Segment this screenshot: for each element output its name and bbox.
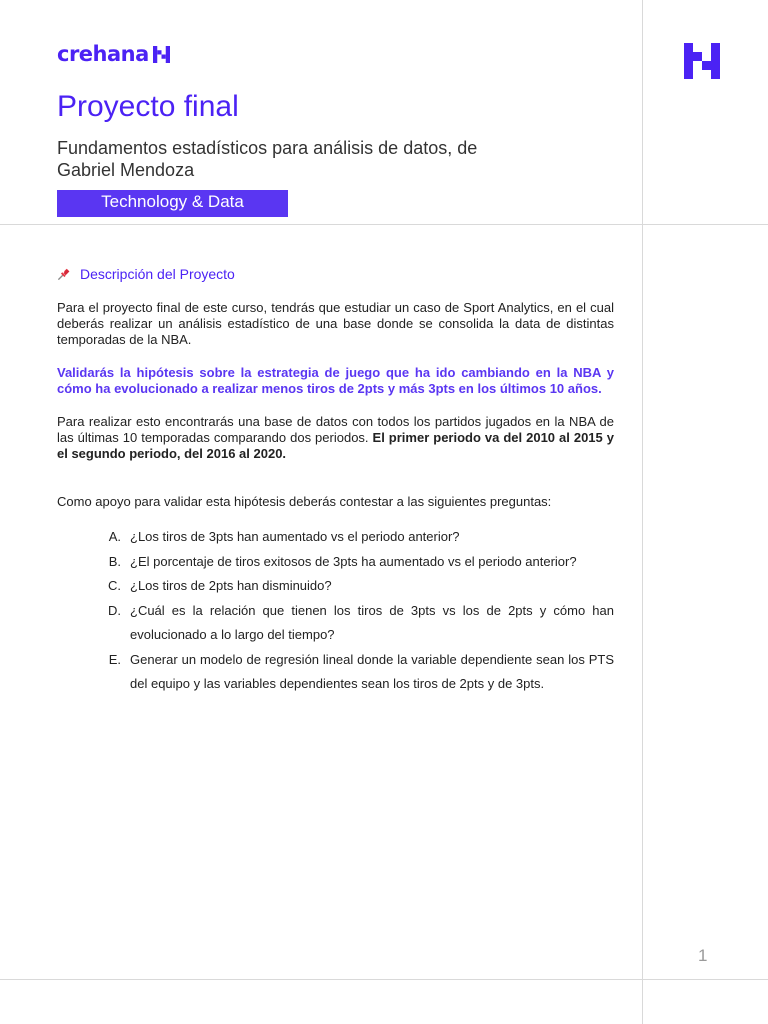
- hypothesis-paragraph: Validarás la hipótesis sobre la estrategia de juego que ha ido cambiando en la NBA y cómo ha evolucionado a realizar menos tiros de 2pts y más 3pts en los últimos 10 años.: [57, 365, 614, 396]
- questions-list: [57, 525, 614, 697]
- list-item-text: ¿Los tiros de 2pts han disminuido?: [130, 578, 332, 593]
- list-item-letter: C.: [108, 578, 121, 593]
- list-item-letter: E.: [108, 651, 121, 667]
- periods-text: El primer periodo va del 2010 al 2015 y el segundo periodo, del 2016 al 2020.: [57, 430, 614, 461]
- list-item-text: ¿Cuál es la relación que tienen los tiros de 3pts vs los de 2pts y cómo han evolucionado a lo largo del tiempo?: [130, 602, 614, 642]
- document-body: [57, 300, 614, 697]
- crehana-mark-icon: [153, 46, 170, 63]
- list-item-letter: B.: [108, 553, 121, 569]
- questions-intro: Como apoyo para validar esta hipótesis deberás contestar a las siguientes preguntas:: [57, 494, 552, 509]
- section-heading: [57, 266, 235, 282]
- page-title: Proyecto final: [57, 90, 239, 123]
- list-item: [57, 574, 614, 599]
- course-subtitle: Fundamentos estadísticos para análisis de datos, de Gabriel Mendoza: [57, 138, 478, 180]
- list-item-letter: D.: [108, 602, 121, 618]
- list-item: [57, 648, 614, 697]
- vertical-divider: [642, 0, 643, 1024]
- list-item: [57, 525, 614, 550]
- brand-logo: [57, 42, 170, 66]
- list-item-letter: A.: [108, 529, 121, 544]
- page-number: 1: [698, 946, 708, 965]
- intro-paragraph: Para el proyecto final de este curso, tendrás que estudiar un caso de Sport Analytics, en el cual deberás realizar un análisis estadístico de una base donde se consolida la data de distintas temporadas de la NBA.: [57, 300, 614, 347]
- list-item-text: Generar un modelo de regresión lineal donde la variable dependiente sean los PTS del equipo y las variables dependientes sean los tiros de 2pts y de 3pts.: [130, 651, 614, 691]
- dataset-text: Para realizar esto encontrarás una base de datos con todos los partidos jugados en la NBA de las últimas 10 temporadas comparando dos periodos.: [57, 414, 614, 445]
- list-item: [57, 550, 614, 575]
- dataset-paragraph: [57, 414, 614, 462]
- category-badge: Technology & Data: [57, 190, 288, 217]
- section-title: Descripción del Proyecto: [80, 266, 235, 282]
- pushpin-icon: [57, 267, 71, 281]
- list-item-text: ¿Los tiros de 3pts han aumentado vs el periodo anterior?: [130, 529, 460, 544]
- crehana-symbol-icon: [683, 43, 721, 79]
- footer-divider: [0, 979, 768, 980]
- list-item: [57, 599, 614, 648]
- header-divider: [0, 224, 768, 225]
- brand-name: crehana: [57, 42, 149, 66]
- list-item-text: ¿El porcentaje de tiros exitosos de 3pts ha aumentado vs el periodo anterior?: [130, 553, 577, 569]
